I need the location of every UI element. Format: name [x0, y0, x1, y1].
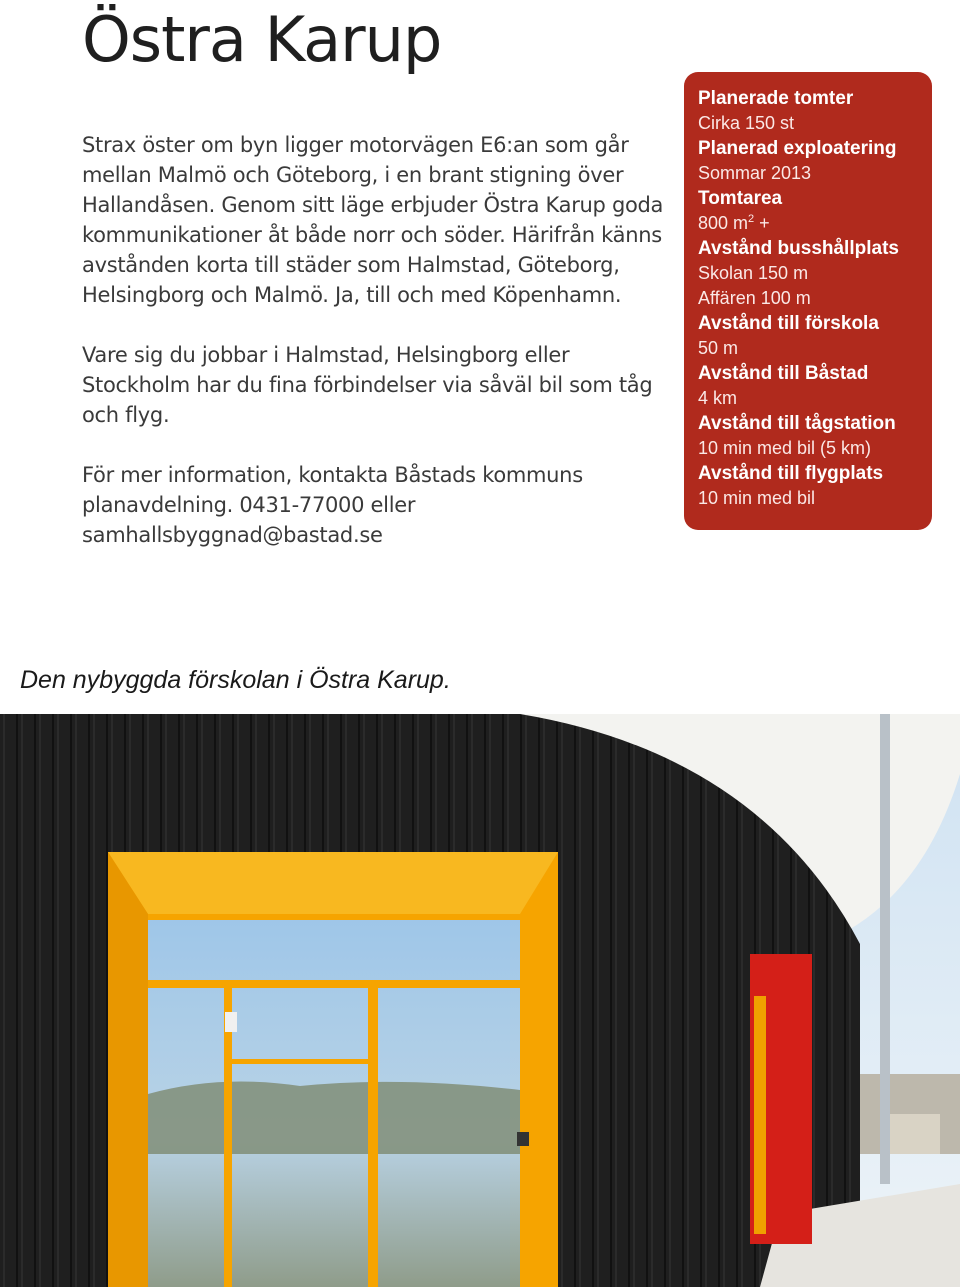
- fact-value-train: 10 min med bil (5 km): [698, 438, 872, 458]
- fact-label-bastad: Avstånd till Båstad: [698, 363, 869, 384]
- red-door-inner: [754, 996, 766, 1234]
- fact-value-lot-area: [698, 211, 920, 236]
- fact-value-preschool: 50 m: [698, 338, 739, 358]
- photo-caption: Den nybyggda förskolan i Östra Karup.: [20, 666, 451, 694]
- paragraph-contact: För mer information, kontakta Båstads kommuns planavdelning. 0431-77000 eller samhallsbyggnad@bastad.se: [82, 463, 583, 547]
- fact-label-train: Avstånd till tågstation: [698, 413, 896, 434]
- preschool-illustration: [0, 714, 960, 1287]
- paragraph-location: Strax öster om byn ligger motorvägen E6:an som går mellan Malmö och Göteborg, i en brant stigning över Hallandåsen. Genom sitt läge erbjuder Östra Karup goda kommunikationer åt både norr och söder. Härifrån känns avstånden korta till städer som Halmstad, Göteborg, Helsingborg och Malmö. Ja, till och med Köpenhamn.: [82, 133, 664, 307]
- yellow-frame-left: [108, 852, 148, 1287]
- facts-box: [684, 72, 932, 530]
- door-rail: [232, 1059, 368, 1064]
- fact-label-exploitation: Planerad exploatering: [698, 138, 897, 159]
- flag-pole: [880, 714, 890, 1184]
- intro-text: [82, 130, 672, 580]
- fact-value-airport: 10 min med bil: [698, 488, 816, 508]
- window-reflection: [148, 1082, 520, 1155]
- fact-label-lot-area: Tomtarea: [698, 188, 783, 209]
- fact-label-preschool: Avstånd till förskola: [698, 313, 879, 334]
- fact-value-bastad: 4 km: [698, 388, 738, 408]
- fact-value-exploitation: Sommar 2013: [698, 163, 812, 183]
- page-title: Östra Karup: [82, 3, 442, 76]
- mullion-top: [148, 914, 520, 920]
- preschool-photo: [0, 714, 960, 1287]
- fact-label-bus: Avstånd busshållplats: [698, 238, 899, 259]
- paragraph-commute: Vare sig du jobbar i Halmstad, Helsingborg eller Stockholm har du fina förbindelser via såväl bil som tåg och flyg.: [82, 343, 653, 427]
- fact-value-bus-school: Skolan 150 m: [698, 263, 809, 283]
- door-hinge: [225, 1012, 237, 1032]
- lot-area-superscript: 2: [748, 213, 755, 225]
- transom: [148, 980, 520, 988]
- fact-value-planned-lots: Cirka 150 st: [698, 113, 795, 133]
- fact-label-planned-lots: Planerade tomter: [698, 88, 854, 109]
- mullion-right: [368, 984, 378, 1287]
- yellow-frame-top: [108, 852, 558, 914]
- lot-area-number: 800 m: [698, 213, 749, 233]
- lot-area-suffix: +: [754, 213, 770, 233]
- keypad: [517, 1132, 529, 1146]
- fact-value-bus-shop: Affären 100 m: [698, 288, 811, 308]
- fact-label-airport: Avstånd till flygplats: [698, 463, 884, 484]
